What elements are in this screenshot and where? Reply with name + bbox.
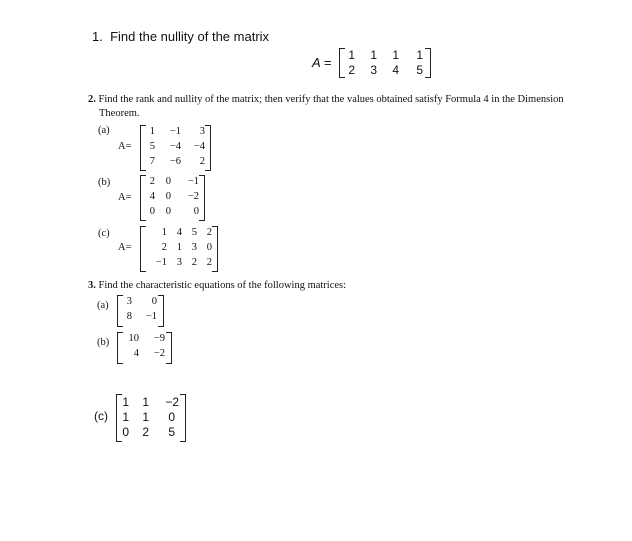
q3-heading bbox=[88, 280, 346, 291]
matrix-cell: −2 bbox=[153, 348, 165, 359]
matrix-cell: −1 bbox=[169, 126, 181, 137]
matrix-cell: 0 bbox=[151, 296, 157, 307]
matrix-cell: 2 bbox=[149, 176, 155, 187]
matrix-cell: −1 bbox=[155, 257, 167, 268]
matrix-cell: 5 bbox=[191, 227, 197, 238]
matrix-cell: 1 bbox=[149, 126, 155, 137]
matrix-cell: 3 bbox=[126, 296, 132, 307]
q1-matrix bbox=[339, 48, 431, 78]
matrix-cell: 0 bbox=[168, 410, 175, 424]
q3-part-a-label: (a) bbox=[97, 300, 109, 311]
q3-part-c-matrix bbox=[116, 394, 186, 442]
q3-part-c-label: (c) bbox=[94, 409, 108, 423]
q1-text: Find the nullity of the matrix bbox=[110, 29, 270, 44]
q3-text: Find the characteristic equations of the following matrices: bbox=[98, 280, 347, 291]
matrix-cell: 0 bbox=[193, 206, 199, 217]
matrix-cell: 2 bbox=[161, 242, 167, 253]
matrix-cell: 0 bbox=[165, 176, 171, 187]
matrix-cell: 0 bbox=[165, 191, 171, 202]
matrix-cell: 1 bbox=[161, 227, 167, 238]
q2-part-a-matrix bbox=[140, 125, 211, 171]
matrix-cell: 5 bbox=[149, 141, 155, 152]
q2-part-c-label: (c) bbox=[98, 228, 110, 239]
matrix-cell: 0 bbox=[206, 242, 212, 253]
matrix-cell: 1 bbox=[122, 410, 129, 424]
q1-heading bbox=[92, 29, 269, 44]
matrix-cell: −1 bbox=[187, 176, 199, 187]
matrix-cell: 3 bbox=[176, 257, 182, 268]
q2-text-line1: Find the rank and nullity of the matrix; then verify that the values obtained satisfy Formula 4 in the Dimension bbox=[98, 94, 564, 105]
q3-part-a-matrix bbox=[117, 295, 164, 327]
matrix-cell: 4 bbox=[392, 63, 399, 77]
q2-part-b-matrix bbox=[140, 175, 205, 221]
matrix-cell: 8 bbox=[126, 311, 132, 322]
matrix-cell: 1 bbox=[370, 48, 377, 62]
matrix-cell: 2 bbox=[191, 257, 197, 268]
matrix-cell: −2 bbox=[187, 191, 199, 202]
matrix-cell: 5 bbox=[416, 63, 423, 77]
matrix-cell: 0 bbox=[122, 425, 129, 439]
matrix-cell: 1 bbox=[348, 48, 355, 62]
matrix-cell: 4 bbox=[176, 227, 182, 238]
matrix-cell: −2 bbox=[165, 395, 179, 409]
q2-part-c-matrix bbox=[140, 226, 218, 272]
matrix-cell: 4 bbox=[149, 191, 155, 202]
matrix-cell: 10 bbox=[128, 333, 139, 344]
matrix-cell: 3 bbox=[370, 63, 377, 77]
q3-part-b-label: (b) bbox=[97, 337, 110, 348]
matrix-cell: −4 bbox=[193, 141, 205, 152]
matrix-cell: −4 bbox=[169, 141, 181, 152]
matrix-cell: −9 bbox=[153, 333, 165, 344]
matrix-cell: 1 bbox=[176, 242, 182, 253]
q3-number: 3. bbox=[88, 280, 96, 291]
matrix-cell: 2 bbox=[348, 63, 355, 77]
q2-part-a-matrix-label: A= bbox=[118, 141, 132, 152]
q1-number: 1. bbox=[92, 29, 103, 44]
q2-part-a-label: (a) bbox=[98, 125, 110, 136]
q2-text-line2: Theorem. bbox=[99, 108, 140, 119]
matrix-cell: 1 bbox=[142, 395, 149, 409]
q2-part-c-matrix-label: A= bbox=[118, 242, 132, 253]
matrix-cell: 2 bbox=[199, 156, 205, 167]
matrix-cell: 1 bbox=[122, 395, 129, 409]
matrix-cell: −6 bbox=[169, 156, 181, 167]
q3-part-b-matrix bbox=[117, 332, 172, 364]
q1-matrix-label: A = bbox=[312, 55, 332, 70]
matrix-cell: 1 bbox=[416, 48, 423, 62]
matrix-cell: 3 bbox=[199, 126, 205, 137]
q2-part-b-label: (b) bbox=[98, 177, 111, 188]
q2-number: 2. bbox=[88, 94, 96, 105]
matrix-cell: 2 bbox=[206, 257, 212, 268]
matrix-cell: 5 bbox=[168, 425, 175, 439]
matrix-cell: 4 bbox=[133, 348, 139, 359]
matrix-cell: 2 bbox=[206, 227, 212, 238]
matrix-cell: 1 bbox=[392, 48, 399, 62]
matrix-cell: 7 bbox=[149, 156, 155, 167]
matrix-cell: 3 bbox=[191, 242, 197, 253]
q2-heading bbox=[88, 94, 564, 105]
q2-part-b-matrix-label: A= bbox=[118, 192, 132, 203]
matrix-cell: 0 bbox=[149, 206, 155, 217]
matrix-cell: 2 bbox=[142, 425, 149, 439]
matrix-cell: 1 bbox=[142, 410, 149, 424]
matrix-cell: −1 bbox=[145, 311, 157, 322]
matrix-cell: 0 bbox=[165, 206, 171, 217]
